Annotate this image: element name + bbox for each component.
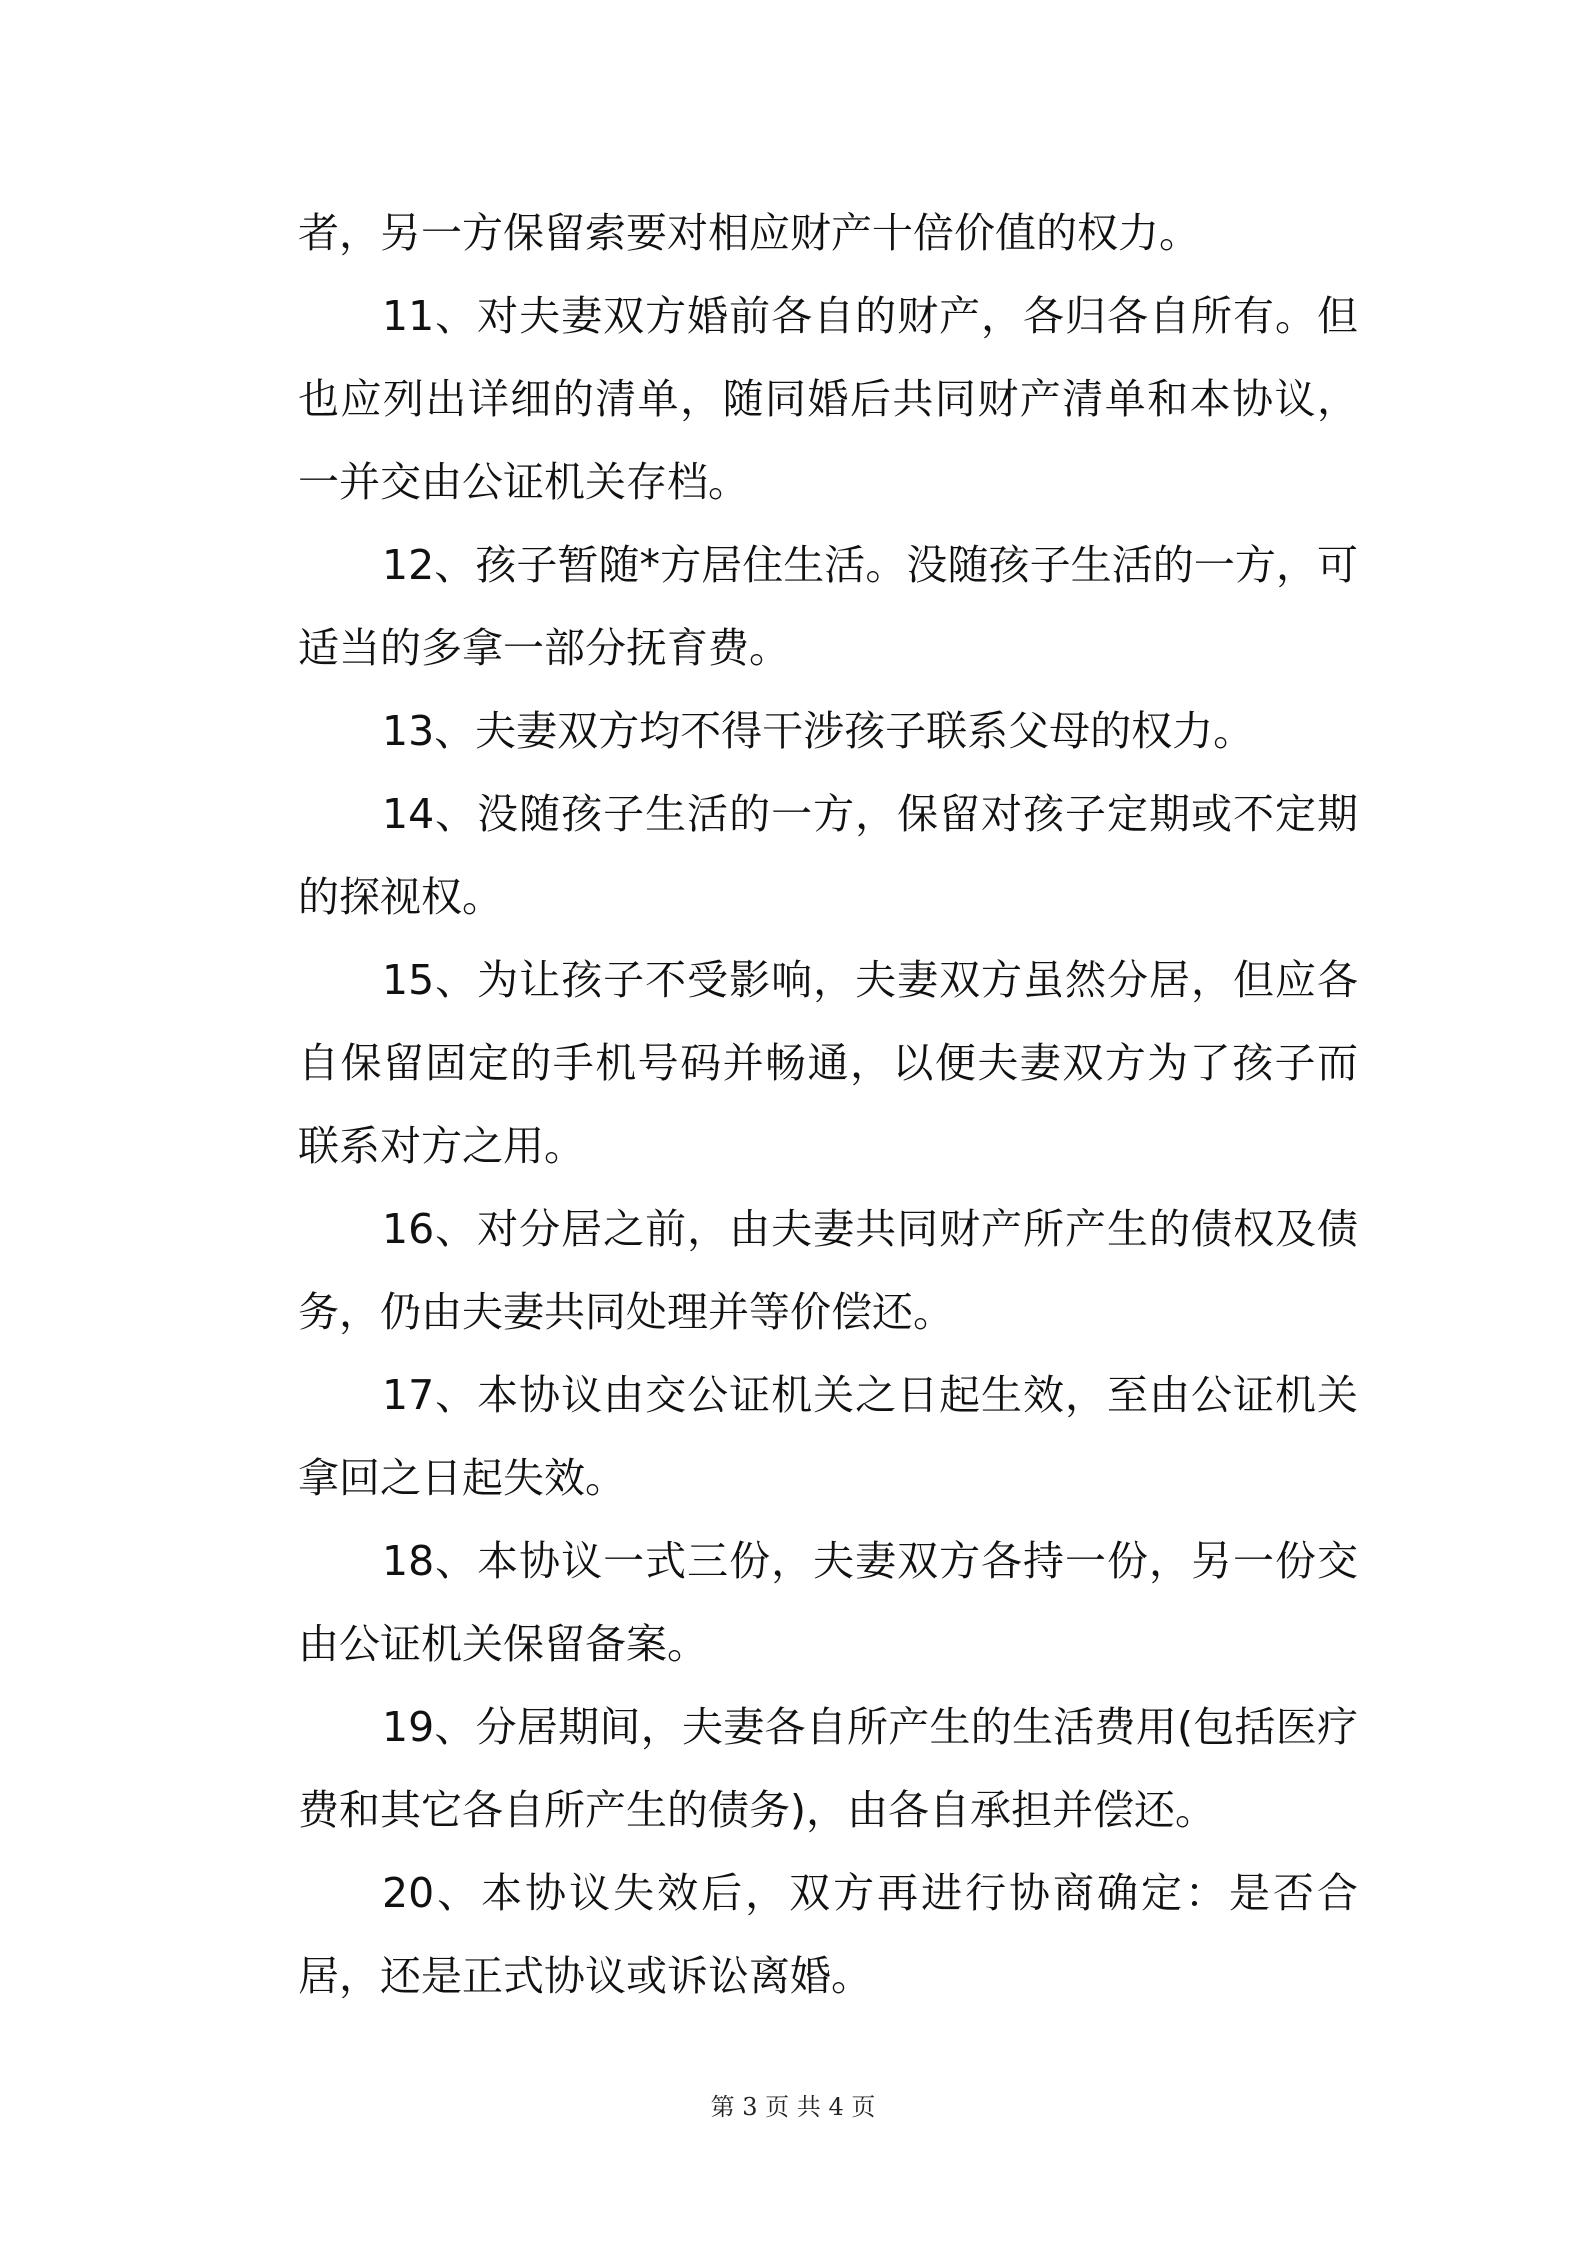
clause-14: 14、没随孩子生活的一方，保留对孩子定期或不定期的探视权。 <box>298 790 1358 921</box>
clause-19: 19、分居期间，夫妻各自所产生的生活费用(包括医疗费和其它各自所产生的债务)，由各自承担并偿还。 <box>298 1703 1358 1834</box>
page-number-footer: 第 3 页 共 4 页 <box>710 2093 876 2121</box>
clause-16: 16、对分居之前，由夫妻共同财产所产生的债权及债务，仍由夫妻共同处理并等价偿还。 <box>298 1205 1358 1336</box>
clause-12: 12、孩子暂随*方居住生活。没随孩子生活的一方，可适当的多拿一部分抚育费。 <box>298 541 1358 672</box>
clause-18: 18、本协议一式三份，夫妻双方各持一份，另一份交由公证机关保留备案。 <box>298 1537 1358 1668</box>
clause-13: 13、夫妻双方均不得干涉孩子联系父母的权力。 <box>382 707 1255 755</box>
clause-17: 17、本协议由交公证机关之日起生效，至由公证机关拿回之日起失效。 <box>298 1371 1358 1502</box>
clause-20: 20、本协议失效后，双方再进行协商确定：是否合居，还是正式协议或诉讼离婚。 <box>298 1869 1358 2000</box>
paragraph-continuation: 者，另一方保留索要对相应财产十倍价值的权力。 <box>298 209 1200 257</box>
clause-15: 15、为让孩子不受影响，夫妻双方虽然分居，但应各自保留固定的手机号码并畅通，以便夫妻双方为了孩子而联系对方之用。 <box>298 956 1358 1170</box>
clause-11: 11、对夫妻双方婚前各自的财产，各归各自所有。但也应列出详细的清单，随同婚后共同财产清单和本协议，一并交由公证机关存档。 <box>298 292 1358 506</box>
document-body <box>298 192 1358 2018</box>
